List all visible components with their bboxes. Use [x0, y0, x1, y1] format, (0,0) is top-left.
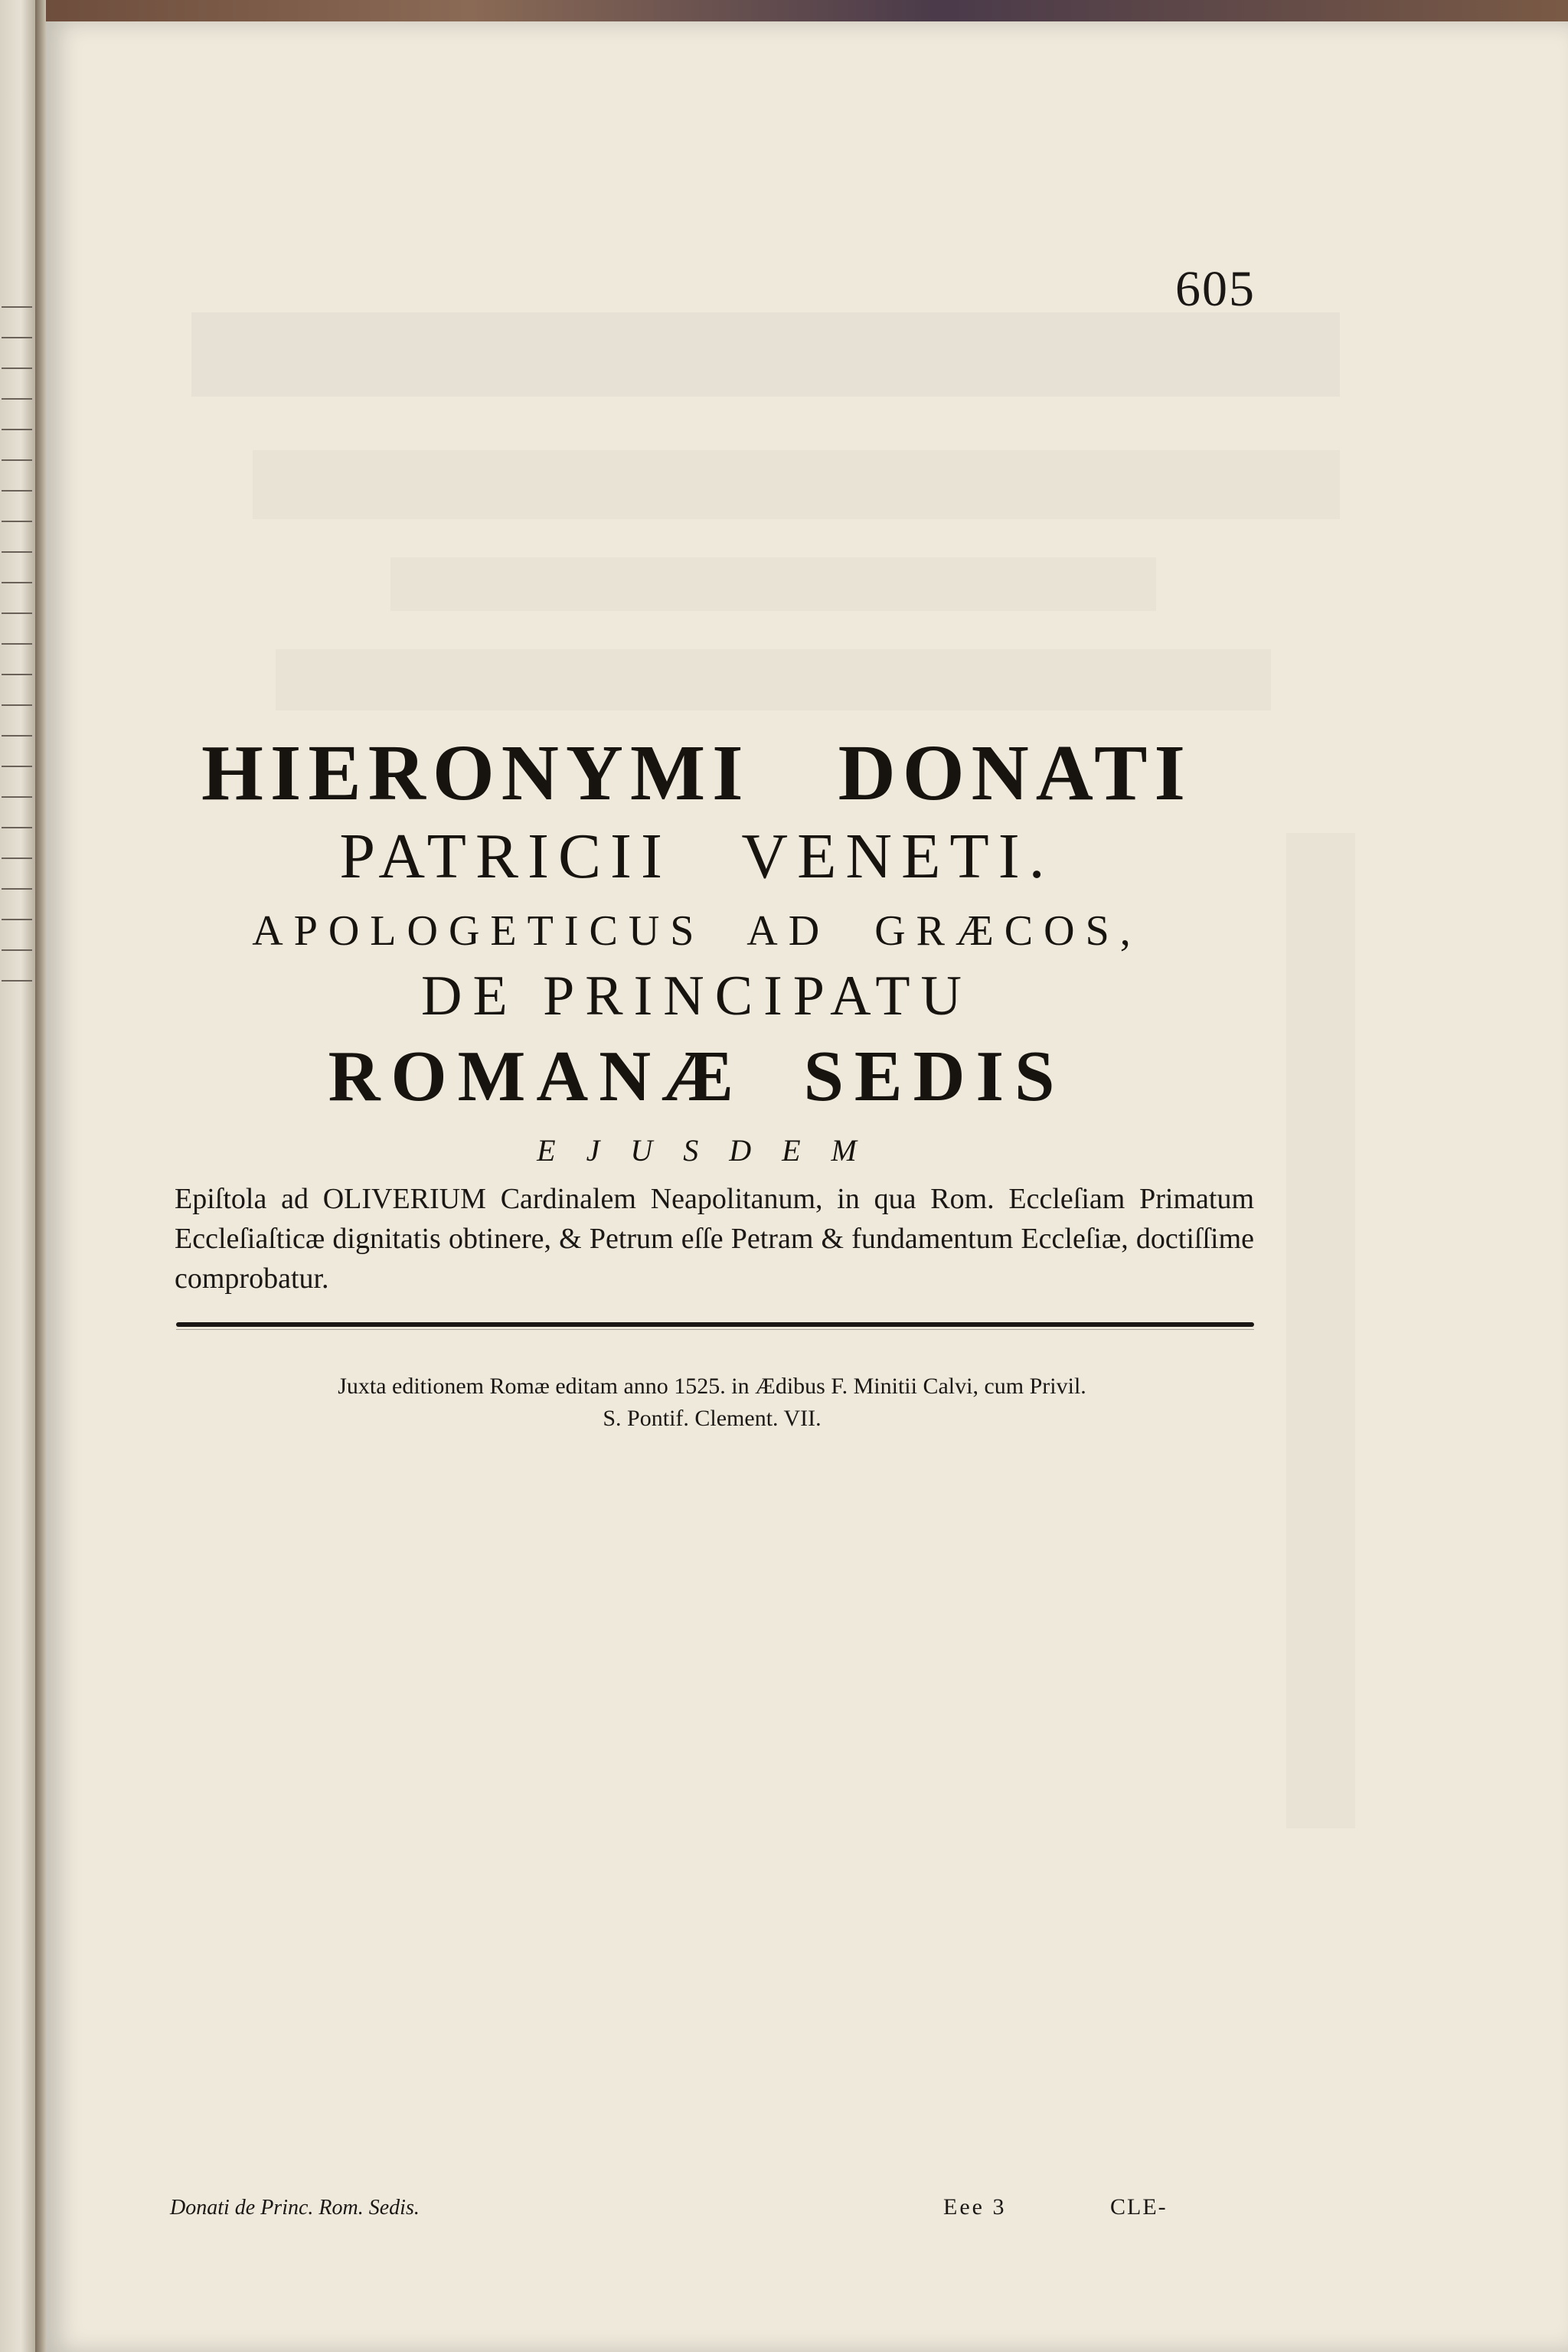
book-gutter	[35, 0, 46, 2352]
title-patrician: PATRICII VENETI.	[339, 821, 1054, 892]
title-romanae-sedis: ROMANÆ SEDIS	[328, 1037, 1066, 1116]
title-de-principatu: DE PRINCIPATU	[421, 965, 972, 1027]
signature-mark: Eee 3	[943, 2194, 1007, 2220]
page-number: 605	[1175, 261, 1256, 317]
running-title: Donati de Princ. Rom. Sedis.	[170, 2196, 420, 2220]
title-block	[115, 731, 1279, 1174]
divider-rule	[176, 1322, 1254, 1327]
edition-note	[253, 1370, 1171, 1435]
show-through	[191, 312, 1340, 397]
show-through	[253, 450, 1340, 519]
divider-rule-thin	[176, 1329, 1254, 1330]
show-through	[1286, 833, 1355, 1828]
epistola-paragraph: Epiſtola ad OLIVERIUM Cardinalem Neapolitanum, in qua Rom. Eccleſiam Primatum Eccleſiaſticæ dignitatis obtinere, & Petrum eſſe Petram & fundamentum Eccleſiæ, doctiſſime comprobatur.	[175, 1183, 1254, 1295]
catchword: CLE-	[1110, 2194, 1168, 2220]
edition-line-2: S. Pontif. Clement. VII.	[603, 1406, 822, 1431]
edition-line-1: Juxta editionem Romæ editam anno 1525. in Ædibus F. Minitii Calvi, cum Privil.	[338, 1374, 1086, 1399]
facing-page-edge	[0, 0, 35, 2352]
show-through	[390, 557, 1156, 611]
title-apologeticus: APOLOGETICUS AD GRÆCOS,	[252, 907, 1142, 955]
title-ejusdem: EJUSDEM	[537, 1133, 887, 1168]
show-through	[276, 649, 1271, 710]
title-author: HIERONYMI DONATI	[201, 729, 1192, 817]
